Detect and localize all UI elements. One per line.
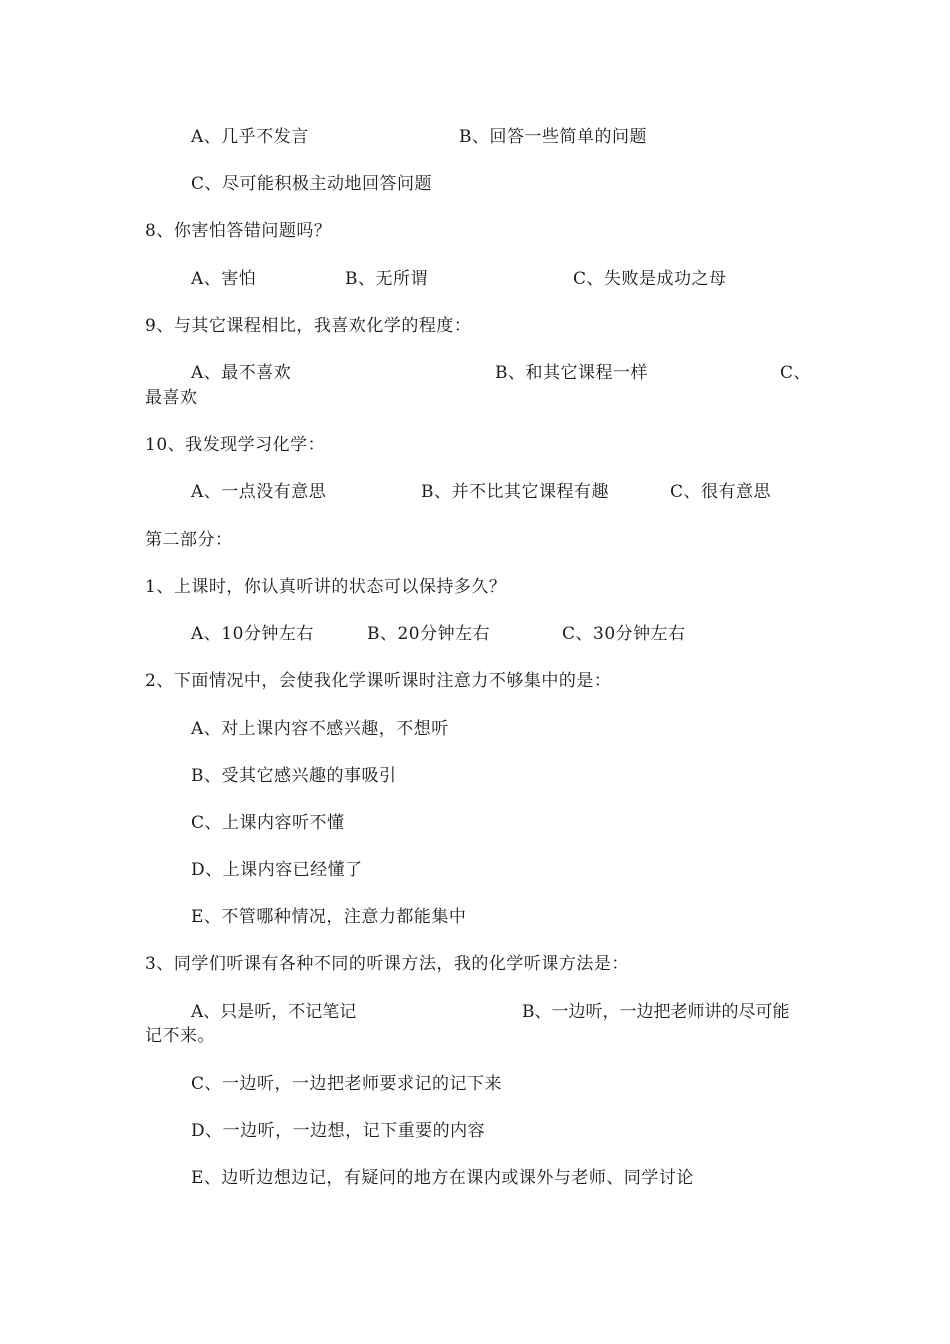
q7-option-c: C、尽可能积极主动地回答问题 [191,174,433,194]
p2q3-option-b: B、一边听，一边把老师讲的尽可能 [522,1002,790,1022]
p2q1-question: 1、上课时，你认真听讲的状态可以保持多久？ [145,577,507,597]
q7-option-a: A、几乎不发言 [191,127,309,147]
q10-option-b: B、并不比其它课程有趣 [421,482,609,502]
p2q2-option-d: D、上课内容已经懂了 [191,860,363,880]
q8-option-a: A、害怕 [191,269,257,289]
q10-option-c: C、很有意思 [670,482,772,502]
p2q3-option-d: D、一边听，一边想，记下重要的内容 [191,1121,486,1141]
q9-option-c-continued: 最喜欢 [145,388,198,408]
p2q3-option-c: C、一边听，一边把老师要求记的记下来 [191,1074,503,1094]
q9-option-c-prefix: C、 [780,363,812,383]
p2q3-option-a: A、只是听，不记笔记 [191,1002,357,1022]
p2q3-question: 3、同学们听课有各种不同的听课方法，我的化学听课方法是： [145,954,629,974]
q10-question: 10、我发现学习化学： [145,435,326,455]
p2q2-option-a: A、对上课内容不感兴趣，不想听 [191,719,449,739]
p2q1-option-a: A、10分钟左右 [191,624,314,644]
p2q1-option-b: B、20分钟左右 [367,624,491,644]
q8-option-b: B、无所谓 [345,269,428,289]
q8-option-c: C、失败是成功之母 [573,269,727,289]
p2q1-option-c: C、30分钟左右 [562,624,686,644]
q8-question: 8、你害怕答错问题吗？ [145,221,332,241]
part2-heading: 第二部分： [145,530,233,550]
q7-option-b: B、回答一些简单的问题 [459,127,647,147]
p2q2-option-e: E、不管哪种情况，注意力都能集中 [191,907,467,927]
p2q2-question: 2、下面情况中，会使我化学课听课时注意力不够集中的是： [145,671,612,691]
p2q2-option-c: C、上课内容听不懂 [191,813,345,833]
q9-question: 9、与其它课程相比，我喜欢化学的程度： [145,316,472,336]
p2q3-option-b-continued: 记不来。 [145,1026,215,1046]
p2q3-option-e: E、边听边想边记，有疑问的地方在课内或课外与老师、同学讨论 [191,1168,694,1188]
p2q2-option-b: B、受其它感兴趣的事吸引 [191,766,397,786]
q9-option-b: B、和其它课程一样 [495,363,648,383]
q9-option-a: A、最不喜欢 [191,363,292,383]
q10-option-a: A、一点没有意思 [191,482,327,502]
